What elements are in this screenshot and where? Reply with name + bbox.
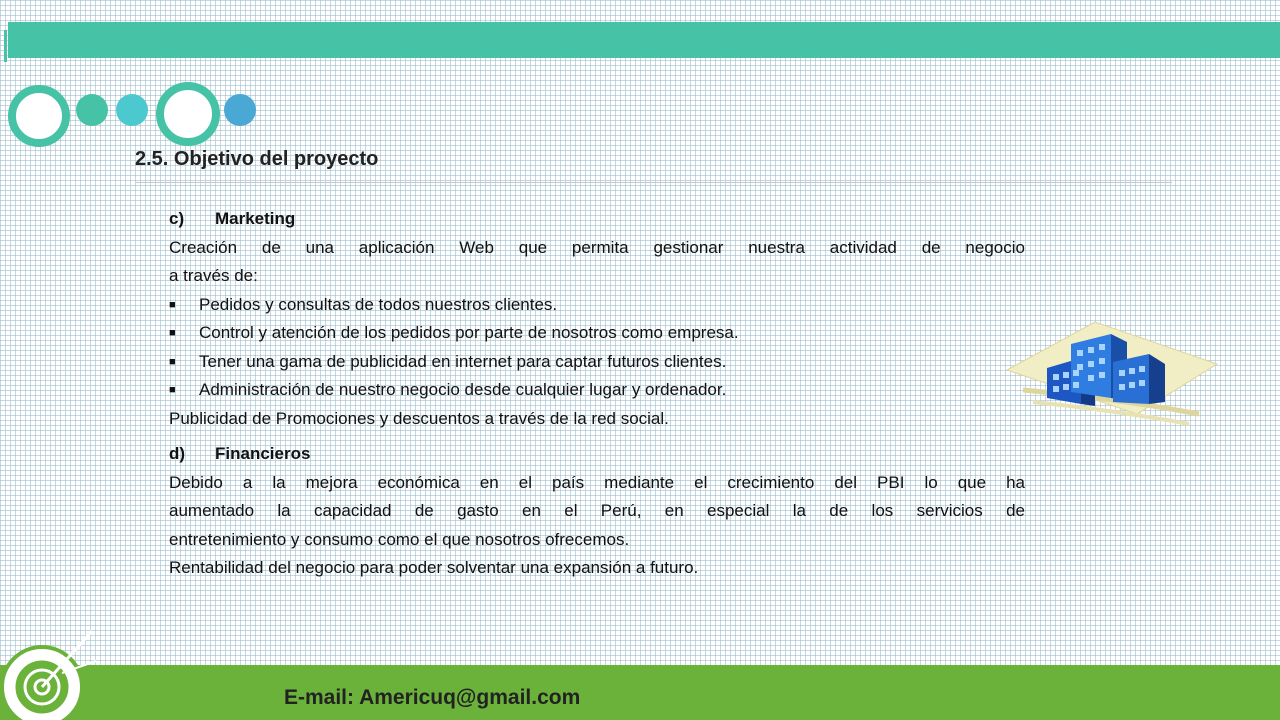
marketing-closing: Publicidad de Promociones y descuentos a través de la red social. — [169, 408, 669, 428]
financieros-line: Rentabilidad del negocio para poder solventar una expansión a futuro. — [169, 558, 699, 577]
section-financieros-heading — [169, 440, 1025, 469]
financieros-line: aumentado la capacidad de gasto en el Perú, en especial la de los servicios de — [169, 501, 1025, 520]
section-title: Marketing — [215, 209, 296, 228]
square-bullet-icon: ■ — [169, 355, 176, 368]
list-item-text: Administración de nuestro negocio desde cualquier lugar y ordenador. — [199, 380, 727, 399]
target-icon — [0, 625, 100, 720]
financieros-line: Debido a la mejora económica en el país mediante el crecimiento del PBI lo que ha — [169, 472, 1025, 492]
section-title: Financieros — [215, 444, 311, 463]
list-item — [169, 291, 1025, 320]
buildings-icon — [1003, 318, 1221, 430]
slide-body — [169, 205, 1025, 583]
financieros-line: entretenimiento y consumo como el que nosotros ofrecemos. — [169, 529, 630, 549]
marketing-intro-cont: a través de: — [169, 266, 258, 285]
decor-dot — [76, 94, 108, 126]
list-item — [169, 348, 1025, 377]
title-divider — [135, 182, 1172, 183]
square-bullet-icon: ■ — [169, 298, 176, 311]
section-letter: c) — [169, 209, 185, 228]
contact-email: E-mail: Americuq@gmail.com — [284, 686, 581, 709]
decor-ring — [8, 85, 70, 147]
section-marketing-heading — [169, 205, 1025, 234]
list-item-text: Control y atención de los pedidos por parte de nosotros como empresa. — [199, 323, 739, 342]
decor-dot — [224, 94, 256, 126]
list-item-text: Pedidos y consultas de todos nuestros clientes. — [199, 294, 558, 314]
decor-ring — [156, 82, 220, 146]
list-item — [169, 319, 1025, 348]
list-item — [169, 376, 1025, 405]
decor-dot — [116, 94, 148, 126]
list-item-text: Tener una gama de publicidad en internet para captar futuros clientes. — [199, 351, 727, 371]
footer-bar — [0, 665, 1280, 720]
square-bullet-icon: ■ — [169, 327, 176, 339]
header-accent — [4, 30, 7, 62]
page-title: 2.5. Objetivo del proyecto — [135, 148, 379, 170]
header-bar — [8, 22, 1280, 58]
section-letter: d) — [169, 444, 186, 463]
square-bullet-icon: ■ — [169, 384, 176, 396]
marketing-intro: Creación de una aplicación Web que permita gestionar nuestra actividad de negocio — [169, 237, 1025, 257]
